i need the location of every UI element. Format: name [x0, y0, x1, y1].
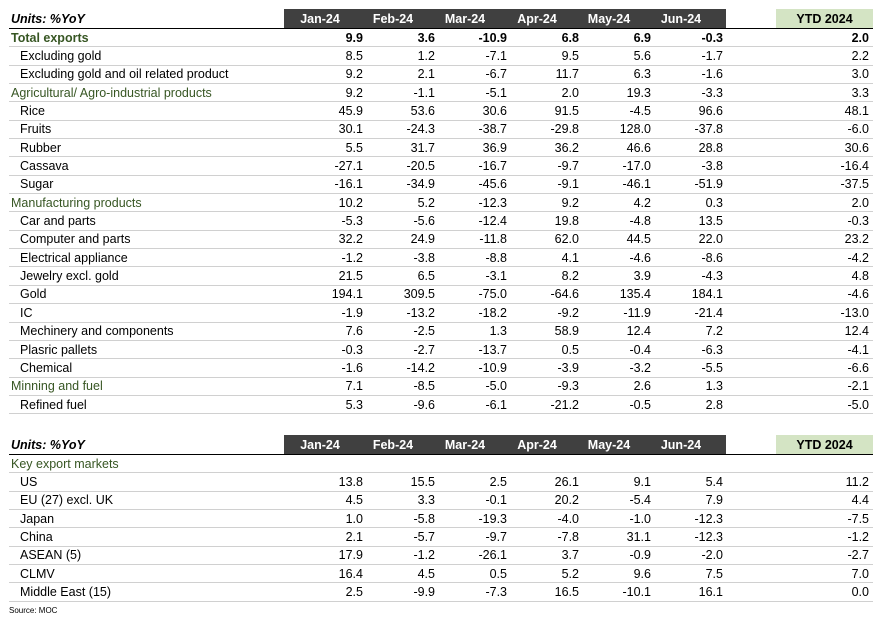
value-cell: -13.7 — [478, 342, 507, 357]
ytd-cell: -1.2 — [847, 530, 869, 545]
value-cell: 9.1 — [633, 475, 651, 490]
row-label: Excluding gold — [20, 49, 102, 64]
table-row — [9, 29, 873, 47]
value-cell: 15.5 — [410, 475, 435, 490]
value-cell: -3.8 — [413, 250, 435, 265]
ytd-cell: 3.0 — [851, 67, 869, 82]
value-cell: 2.1 — [417, 67, 435, 82]
value-cell: 31.1 — [626, 530, 651, 545]
month-header: Jan-24 — [300, 11, 340, 26]
ytd-cell: -4.6 — [847, 287, 869, 302]
value-cell: 24.9 — [410, 232, 435, 247]
table-row — [9, 47, 873, 65]
ytd-cell: -13.0 — [840, 305, 869, 320]
value-cell: -9.3 — [557, 379, 579, 394]
month-header: Jun-24 — [660, 437, 702, 452]
exports-table — [9, 9, 873, 414]
value-cell: 46.6 — [626, 140, 651, 155]
value-cell: -0.3 — [341, 342, 363, 357]
value-cell: 16.5 — [554, 585, 579, 600]
value-cell: -8.5 — [413, 379, 435, 394]
value-cell: 4.1 — [561, 250, 579, 265]
value-cell: -9.9 — [413, 585, 435, 600]
value-cell: -64.6 — [550, 287, 579, 302]
row-label: US — [20, 475, 38, 490]
ytd-cell: 0.0 — [851, 585, 869, 600]
row-label: Sugar — [20, 177, 54, 192]
value-cell: -5.4 — [629, 493, 651, 508]
ytd-cell: -4.1 — [847, 342, 869, 357]
value-cell: 7.1 — [345, 379, 363, 394]
value-cell: -4.0 — [557, 511, 579, 526]
value-cell: -0.3 — [701, 30, 723, 45]
value-cell: 2.1 — [345, 530, 363, 545]
value-cell: 6.8 — [561, 30, 579, 45]
ytd-header: YTD 2024 — [796, 11, 853, 26]
table-row — [9, 139, 873, 157]
value-cell: -3.9 — [557, 360, 579, 375]
value-cell: -4.3 — [701, 269, 723, 284]
value-cell: -1.2 — [341, 250, 363, 265]
value-cell: -1.7 — [701, 49, 723, 64]
units-label: Units: %YoY — [11, 11, 85, 26]
ytd-header: YTD 2024 — [796, 437, 853, 452]
value-cell: -7.3 — [485, 585, 507, 600]
value-cell: -10.9 — [478, 360, 507, 375]
month-header: Apr-24 — [517, 11, 557, 26]
value-cell: -7.1 — [485, 49, 507, 64]
value-cell: -1.6 — [341, 360, 363, 375]
value-cell: -75.0 — [478, 287, 507, 302]
markets-table-header — [9, 435, 873, 455]
value-cell: 20.2 — [554, 493, 579, 508]
value-cell: 2.6 — [633, 379, 651, 394]
ytd-cell: 23.2 — [844, 232, 869, 247]
table-row — [9, 286, 873, 304]
value-cell: 2.5 — [489, 475, 507, 490]
ytd-cell: 2.2 — [851, 49, 869, 64]
row-label: Agricultural/ Agro-industrial products — [11, 85, 212, 100]
value-cell: -0.5 — [629, 397, 651, 412]
row-label: Middle East (15) — [20, 585, 112, 600]
row-label: Japan — [20, 511, 55, 526]
value-cell: -12.3 — [694, 511, 723, 526]
month-header: Mar-24 — [444, 437, 486, 452]
row-label: Rubber — [20, 140, 61, 155]
value-cell: -21.4 — [694, 305, 723, 320]
ytd-cell: 7.0 — [851, 566, 869, 581]
row-label: Plasric pallets — [20, 342, 98, 357]
value-cell: -13.2 — [406, 305, 435, 320]
value-cell: 30.1 — [338, 122, 363, 137]
value-cell: 3.7 — [561, 548, 579, 563]
value-cell: 36.9 — [482, 140, 507, 155]
table-row — [9, 66, 873, 84]
value-cell: 4.2 — [633, 195, 651, 210]
value-cell: 0.5 — [489, 566, 507, 581]
value-cell: 16.1 — [698, 585, 723, 600]
value-cell: 2.8 — [705, 397, 723, 412]
row-label: Manufacturing products — [11, 195, 142, 210]
value-cell: -17.0 — [622, 159, 651, 174]
value-cell: -1.1 — [413, 85, 435, 100]
ytd-cell: -2.7 — [847, 548, 869, 563]
value-cell: -4.6 — [629, 250, 651, 265]
table-row — [9, 267, 873, 285]
ytd-cell: 3.3 — [851, 85, 869, 100]
ytd-cell: -2.1 — [847, 379, 869, 394]
row-label: EU (27) excl. UK — [20, 493, 114, 508]
value-cell: -0.1 — [485, 493, 507, 508]
value-cell: 8.5 — [345, 49, 363, 64]
table-row — [9, 565, 873, 583]
value-cell: -46.1 — [622, 177, 651, 192]
value-cell: 26.1 — [554, 475, 579, 490]
ytd-cell: 30.6 — [844, 140, 869, 155]
value-cell: 7.5 — [705, 566, 723, 581]
table-row — [9, 396, 873, 414]
table-row — [9, 121, 873, 139]
value-cell: 9.9 — [345, 30, 363, 45]
value-cell: 16.4 — [338, 566, 363, 581]
value-cell: -20.5 — [406, 159, 435, 174]
value-cell: 194.1 — [331, 287, 363, 302]
value-cell: 309.5 — [403, 287, 435, 302]
row-label: China — [20, 530, 53, 545]
table-row — [9, 176, 873, 194]
exports-table-header — [9, 9, 873, 29]
row-label: Jewelry excl. gold — [20, 269, 119, 284]
value-cell: 91.5 — [554, 104, 579, 119]
value-cell: -5.5 — [701, 360, 723, 375]
ytd-cell: 12.4 — [844, 324, 869, 339]
row-label: Electrical appliance — [20, 250, 128, 265]
value-cell: -3.8 — [701, 159, 723, 174]
value-cell: 2.5 — [345, 585, 363, 600]
table-row — [9, 84, 873, 102]
value-cell: 5.2 — [561, 566, 579, 581]
value-cell: -12.4 — [478, 214, 507, 229]
value-cell: -2.7 — [413, 342, 435, 357]
table-row — [9, 528, 873, 546]
value-cell: -3.2 — [629, 360, 651, 375]
value-cell: 5.3 — [345, 397, 363, 412]
value-cell: -14.2 — [406, 360, 435, 375]
value-cell: 5.5 — [345, 140, 363, 155]
section-title: Key export markets — [11, 456, 119, 471]
value-cell: 36.2 — [554, 140, 579, 155]
month-header: Apr-24 — [517, 437, 557, 452]
value-cell: 4.5 — [345, 493, 363, 508]
value-cell: 8.2 — [561, 269, 579, 284]
table-row — [9, 359, 873, 377]
month-header: Jun-24 — [660, 11, 702, 26]
value-cell: -18.2 — [478, 305, 507, 320]
units-label: Units: %YoY — [11, 437, 85, 452]
value-cell: -4.8 — [629, 214, 651, 229]
ytd-cell: 2.0 — [851, 30, 869, 45]
table-row — [9, 510, 873, 528]
value-cell: -7.8 — [557, 530, 579, 545]
value-cell: 13.8 — [338, 475, 363, 490]
value-cell: -6.3 — [701, 342, 723, 357]
value-cell: -4.5 — [629, 104, 651, 119]
value-cell: -5.6 — [413, 214, 435, 229]
value-cell: 53.6 — [410, 104, 435, 119]
value-cell: 9.2 — [345, 67, 363, 82]
row-label: IC — [20, 305, 33, 320]
table-row — [9, 378, 873, 396]
row-label: Minning and fuel — [11, 379, 103, 394]
ytd-cell: 11.2 — [845, 475, 869, 490]
value-cell: -16.1 — [334, 177, 363, 192]
value-cell: -37.8 — [694, 122, 723, 137]
month-header: Feb-24 — [372, 437, 414, 452]
value-cell: 3.3 — [417, 493, 435, 508]
value-cell: -1.2 — [413, 548, 435, 563]
month-header: Mar-24 — [444, 11, 486, 26]
value-cell: -29.8 — [550, 122, 579, 137]
section-title-row — [9, 455, 873, 473]
value-cell: 184.1 — [691, 287, 723, 302]
value-cell: -3.3 — [701, 85, 723, 100]
value-cell: 1.3 — [489, 324, 507, 339]
value-cell: -5.3 — [341, 214, 363, 229]
value-cell: 31.7 — [410, 140, 435, 155]
value-cell: -9.7 — [557, 159, 579, 174]
table-row — [9, 212, 873, 230]
value-cell: -9.1 — [557, 177, 579, 192]
value-cell: -2.5 — [413, 324, 435, 339]
row-label: Total exports — [11, 30, 89, 45]
value-cell: 128.0 — [619, 122, 651, 137]
value-cell: -1.9 — [341, 305, 363, 320]
ytd-cell: -6.0 — [847, 122, 869, 137]
value-cell: -10.9 — [478, 30, 507, 45]
row-label: Chemical — [20, 360, 73, 375]
value-cell: -5.1 — [485, 85, 507, 100]
value-cell: -8.8 — [485, 250, 507, 265]
value-cell: -10.1 — [622, 585, 651, 600]
value-cell: 19.3 — [626, 85, 651, 100]
value-cell: 17.9 — [338, 548, 363, 563]
markets-table — [9, 435, 873, 602]
value-cell: -12.3 — [478, 195, 507, 210]
value-cell: -16.7 — [478, 159, 507, 174]
value-cell: 7.6 — [345, 324, 363, 339]
value-cell: -26.1 — [478, 548, 507, 563]
row-label: Refined fuel — [20, 397, 87, 412]
value-cell: 135.4 — [619, 287, 651, 302]
ytd-cell: -0.3 — [847, 214, 869, 229]
value-cell: -12.3 — [694, 530, 723, 545]
value-cell: -21.2 — [550, 397, 579, 412]
value-cell: -45.6 — [478, 177, 507, 192]
value-cell: 2.0 — [561, 85, 579, 100]
value-cell: -0.4 — [629, 342, 651, 357]
row-label: Gold — [20, 287, 47, 302]
value-cell: 3.9 — [633, 269, 651, 284]
value-cell: 1.0 — [345, 511, 363, 526]
value-cell: 21.5 — [338, 269, 363, 284]
value-cell: 22.0 — [698, 232, 723, 247]
ytd-cell: 2.0 — [851, 195, 869, 210]
ytd-cell: 48.1 — [844, 104, 869, 119]
value-cell: -0.9 — [629, 548, 651, 563]
value-cell: 9.6 — [633, 566, 651, 581]
value-cell: -5.7 — [413, 530, 435, 545]
value-cell: 30.6 — [482, 104, 507, 119]
table-row — [9, 473, 873, 491]
value-cell: -1.0 — [629, 511, 651, 526]
value-cell: 6.5 — [417, 269, 435, 284]
value-cell: 1.3 — [705, 379, 723, 394]
ytd-cell: -4.2 — [847, 250, 869, 265]
row-label: Excluding gold and oil related product — [20, 67, 229, 82]
value-cell: -27.1 — [334, 159, 363, 174]
value-cell: -5.8 — [413, 511, 435, 526]
table-row — [9, 341, 873, 359]
value-cell: -8.6 — [701, 250, 723, 265]
row-label: Fruits — [20, 122, 52, 137]
value-cell: -1.6 — [701, 67, 723, 82]
value-cell: -19.3 — [478, 511, 507, 526]
value-cell: -34.9 — [406, 177, 435, 192]
table-row — [9, 231, 873, 249]
value-cell: 62.0 — [554, 232, 579, 247]
month-header: May-24 — [587, 11, 631, 26]
value-cell: 1.2 — [417, 49, 435, 64]
value-cell: 6.3 — [633, 67, 651, 82]
table-row — [9, 304, 873, 322]
value-cell: 9.5 — [561, 49, 579, 64]
value-cell: 4.5 — [417, 566, 435, 581]
value-cell: 6.9 — [633, 30, 651, 45]
table-row — [9, 102, 873, 120]
value-cell: 44.5 — [626, 232, 651, 247]
value-cell: 3.6 — [417, 30, 435, 45]
table-row — [9, 249, 873, 267]
value-cell: 5.4 — [705, 475, 723, 490]
row-label: Cassava — [20, 159, 69, 174]
value-cell: -2.0 — [701, 548, 723, 563]
value-cell: 5.6 — [633, 49, 651, 64]
row-label: ASEAN (5) — [20, 548, 82, 563]
value-cell: -11.8 — [479, 232, 507, 247]
value-cell: -51.9 — [694, 177, 723, 192]
value-cell: 45.9 — [338, 104, 363, 119]
row-label: Mechinery and components — [20, 324, 174, 339]
value-cell: -6.1 — [485, 397, 507, 412]
month-header: Jan-24 — [300, 437, 340, 452]
ytd-cell: -37.5 — [840, 177, 869, 192]
ytd-cell: -16.4 — [840, 159, 869, 174]
table-row — [9, 323, 873, 341]
value-cell: 58.9 — [554, 324, 579, 339]
value-cell: 28.8 — [698, 140, 723, 155]
ytd-cell: 4.4 — [851, 493, 869, 508]
row-label: Car and parts — [20, 214, 96, 229]
value-cell: 0.5 — [561, 342, 579, 357]
table-row — [9, 157, 873, 175]
table-row — [9, 194, 873, 212]
value-cell: 96.6 — [698, 104, 723, 119]
row-label: CLMV — [20, 566, 55, 581]
value-cell: -11.9 — [623, 305, 651, 320]
value-cell: -5.0 — [485, 379, 507, 394]
value-cell: -38.7 — [478, 122, 507, 137]
table-row — [9, 547, 873, 565]
value-cell: 12.4 — [626, 324, 651, 339]
value-cell: 5.2 — [417, 195, 435, 210]
row-label: Computer and parts — [20, 232, 131, 247]
value-cell: 7.2 — [705, 324, 723, 339]
value-cell: 9.2 — [561, 195, 579, 210]
row-label: Rice — [20, 104, 46, 119]
value-cell: 13.5 — [698, 214, 723, 229]
value-cell: -9.7 — [485, 530, 507, 545]
value-cell: 19.8 — [554, 214, 579, 229]
value-cell: -6.7 — [485, 67, 507, 82]
value-cell: 0.3 — [705, 195, 723, 210]
value-cell: 9.2 — [345, 85, 363, 100]
source-note: Source: MOC — [9, 606, 58, 615]
value-cell: -3.1 — [485, 269, 507, 284]
ytd-cell: -5.0 — [847, 397, 869, 412]
table-row — [9, 492, 873, 510]
month-header: Feb-24 — [372, 11, 414, 26]
ytd-cell: 4.8 — [851, 269, 869, 284]
ytd-cell: -7.5 — [847, 511, 869, 526]
value-cell: 10.2 — [338, 195, 363, 210]
value-cell: -9.2 — [557, 305, 579, 320]
value-cell: 32.2 — [338, 232, 363, 247]
value-cell: -24.3 — [406, 122, 435, 137]
value-cell: -9.6 — [413, 397, 435, 412]
value-cell: 7.9 — [705, 493, 723, 508]
table-row — [9, 583, 873, 601]
value-cell: 11.7 — [555, 67, 579, 82]
ytd-cell: -6.6 — [847, 360, 869, 375]
month-header: May-24 — [587, 437, 631, 452]
